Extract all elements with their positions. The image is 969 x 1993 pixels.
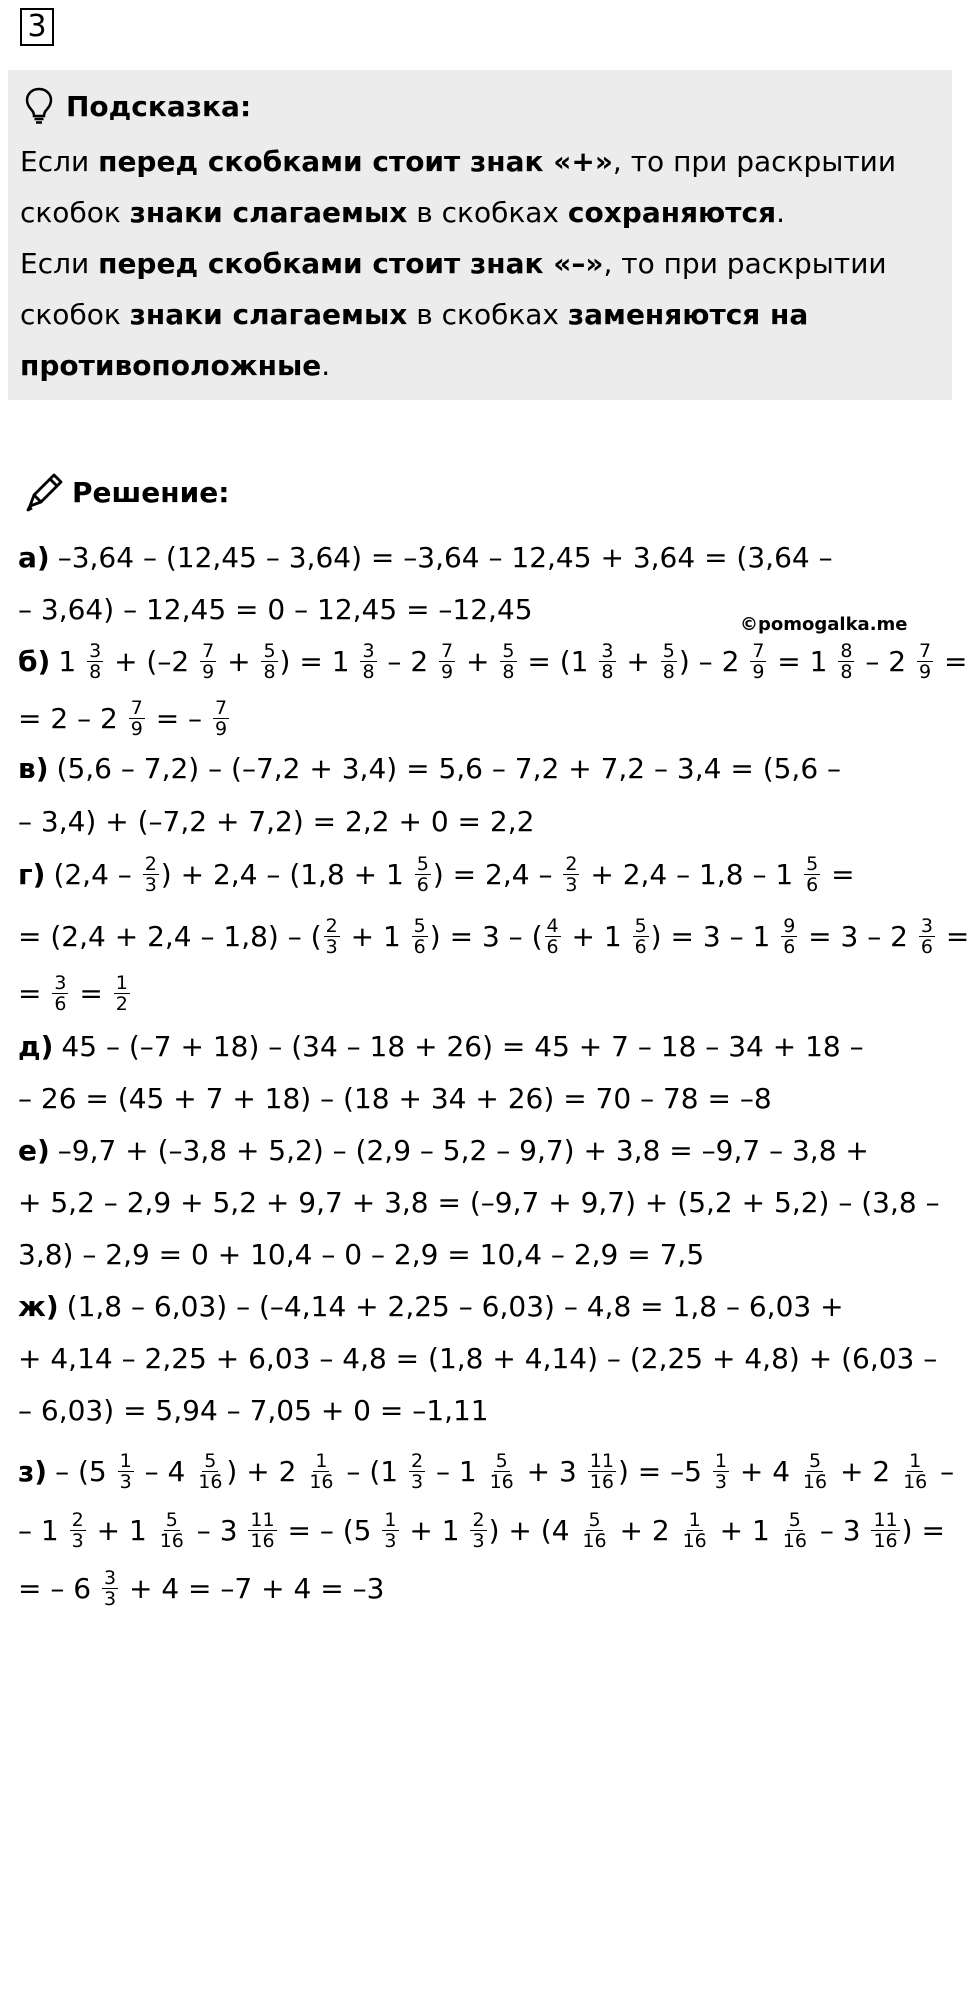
numerator: 7 <box>202 639 215 662</box>
hint-text-segment: . <box>321 349 331 382</box>
solution-line <box>18 1122 869 1178</box>
expression-text: – (1 <box>337 1454 407 1488</box>
denominator: 8 <box>662 660 675 683</box>
numerator: 1 <box>909 1449 922 1472</box>
expression-text: – 3 <box>187 1513 247 1547</box>
fraction <box>102 1568 118 1609</box>
denominator: 16 <box>198 1470 223 1493</box>
lightbulb-icon <box>24 87 54 125</box>
numerator: 11 <box>250 1508 275 1531</box>
expression-text: + 1 <box>562 919 631 953</box>
denominator: 8 <box>362 660 375 683</box>
hint-text-segment: в скобках <box>407 196 568 229</box>
expression-text: – 2 <box>378 644 438 678</box>
denominator: 16 <box>309 1470 334 1493</box>
solution-line <box>18 1330 937 1386</box>
expression-text: – 2 <box>856 644 915 678</box>
hint-bold-text: сохраняются <box>567 196 777 229</box>
solution-line <box>18 965 132 1021</box>
expression-text: – 4 <box>135 1454 195 1488</box>
hint-line <box>20 187 896 238</box>
numerator: 3 <box>103 1566 117 1589</box>
expression-text: – 6,03) = 5,94 – 7,05 + 0 = –1,11 <box>18 1393 489 1427</box>
hint-text-segment: , то при раскрытии <box>603 247 887 280</box>
numerator: 5 <box>634 914 647 937</box>
fraction <box>324 916 340 957</box>
numerator: 5 <box>263 639 276 662</box>
fraction <box>681 1510 709 1551</box>
expression-text: –9,7 + (–3,8 + 5,2) – (2,9 – 5,2 – 9,7) + 3,8 = –9,7 – 3,8 + <box>57 1133 869 1167</box>
hint-text-segment: в скобках <box>407 298 568 331</box>
denominator: 3 <box>410 1470 424 1493</box>
denominator: 16 <box>782 1529 807 1552</box>
numerator: 5 <box>788 1508 801 1531</box>
expression-text: + 3 <box>517 1454 586 1488</box>
expression-text: + 5,2 – 2,9 + 5,2 + 9,7 + 3,8 = (–9,7 + 9,7) + (5,2 + 5,2) – (3,8 – <box>18 1185 940 1219</box>
denominator: 6 <box>413 935 426 958</box>
fraction <box>196 1451 224 1492</box>
solution-line <box>18 1070 772 1126</box>
denominator: 16 <box>159 1529 184 1552</box>
numerator: 7 <box>752 639 765 662</box>
denominator: 6 <box>920 935 933 958</box>
pencil-icon <box>22 470 66 514</box>
denominator: 3 <box>103 1587 117 1610</box>
solution-line <box>18 581 533 637</box>
item-label: д) <box>18 1029 54 1063</box>
expression-text: + (–2 <box>105 644 199 678</box>
expression-text: = – <box>146 701 211 735</box>
item-label: ж) <box>18 1289 59 1323</box>
fraction <box>838 641 854 682</box>
numerator: 1 <box>714 1449 727 1472</box>
expression-text: + 2 <box>610 1513 679 1547</box>
fraction <box>158 1510 186 1551</box>
expression-text: – 1 <box>427 1454 486 1488</box>
denominator: 6 <box>634 935 647 958</box>
expression-text: ) = 3 – 1 <box>650 919 780 953</box>
denominator: 3 <box>565 873 578 896</box>
expression-text: – 3 <box>810 1513 870 1547</box>
expression-text: + 1 <box>341 919 410 953</box>
numerator: 4 <box>546 914 559 937</box>
solution-line <box>18 908 969 964</box>
fraction <box>545 916 561 957</box>
fraction <box>500 641 516 682</box>
task-number: 3 <box>20 8 54 46</box>
denominator: 8 <box>89 660 102 683</box>
expression-text: + 2,4 – 1,8 – 1 <box>581 857 803 891</box>
expression-text: = <box>935 644 968 678</box>
numerator: 9 <box>783 914 796 937</box>
solution-line <box>18 1174 940 1230</box>
numerator: 7 <box>441 639 454 662</box>
expression-text: – 1 <box>18 1513 68 1547</box>
numerator: 3 <box>601 639 614 662</box>
fraction <box>200 641 216 682</box>
solution-line <box>18 1502 945 1558</box>
fraction <box>213 698 229 739</box>
solution-line <box>18 529 833 585</box>
expression-text: (2,4 – <box>53 857 141 891</box>
numerator: 7 <box>214 696 228 719</box>
solution-line <box>18 1382 489 1438</box>
expression-text: = <box>936 919 969 953</box>
expression-text: 45 – (–7 + 18) – (34 – 18 + 26) = 45 + 7 – 18 – 34 + 18 – <box>61 1029 864 1063</box>
fraction <box>248 1510 276 1551</box>
expression-text: ) – 2 <box>678 644 749 678</box>
expression-text: – 3,4) + (–7,2 + 7,2) = 2,2 + 0 = 2,2 <box>18 804 535 838</box>
fraction <box>70 1510 86 1551</box>
numerator: 1 <box>119 1449 132 1472</box>
fraction <box>599 641 615 682</box>
denominator: 6 <box>416 873 429 896</box>
watermark: ©pomogalka.me <box>740 614 908 635</box>
numerator: 8 <box>840 639 853 662</box>
item-label: г) <box>18 857 46 891</box>
fraction <box>588 1451 616 1492</box>
hint-text-segment: скобок <box>20 298 130 331</box>
expression-text: + 4,14 – 2,25 + 6,03 – 4,8 = (1,8 + 4,14) – (2,25 + 4,8) + (6,03 – <box>18 1341 938 1375</box>
denominator: 3 <box>472 1529 485 1552</box>
numerator: 11 <box>873 1508 898 1531</box>
solution-line <box>18 740 841 796</box>
expression-text: –3,64 – (12,45 – 3,64) = –3,64 – 12,45 + 3,64 = (3,64 – <box>57 540 833 574</box>
fraction <box>412 916 428 957</box>
item-label: в) <box>18 751 49 785</box>
denominator: 6 <box>806 873 819 896</box>
hint-line <box>20 289 896 340</box>
expression-text: + <box>457 644 499 678</box>
denominator: 16 <box>903 1470 928 1493</box>
denominator: 9 <box>130 717 143 740</box>
fraction <box>781 916 797 957</box>
numerator: 5 <box>495 1449 508 1472</box>
hint-bold-text: знаки слагаемых <box>129 196 408 229</box>
denominator: 3 <box>119 1470 132 1493</box>
fraction <box>871 1510 899 1551</box>
denominator: 9 <box>441 660 454 683</box>
fraction <box>580 1510 608 1551</box>
expression-text: = <box>70 976 112 1010</box>
denominator: 9 <box>919 660 932 683</box>
hint-bold-text: знаки слагаемых <box>129 298 408 331</box>
fraction <box>382 1510 398 1551</box>
denominator: 9 <box>752 660 765 683</box>
fraction <box>360 641 376 682</box>
solution-line <box>18 633 967 689</box>
denominator: 3 <box>714 1470 727 1493</box>
numerator: 5 <box>204 1449 217 1472</box>
fraction <box>439 641 455 682</box>
fraction <box>415 854 431 895</box>
denominator: 6 <box>54 992 67 1015</box>
numerator: 5 <box>806 852 819 875</box>
numerator: 5 <box>165 1508 178 1531</box>
solution-line <box>18 690 231 746</box>
hint-bold-text: заменяются на <box>567 298 809 331</box>
hint-text-segment: . <box>776 196 785 229</box>
numerator: 11 <box>589 1449 614 1472</box>
item-label: з) <box>18 1454 48 1488</box>
fraction <box>563 854 579 895</box>
denominator: 8 <box>263 660 276 683</box>
expression-text: + <box>617 644 659 678</box>
denominator: 3 <box>144 873 157 896</box>
hint-header <box>24 86 251 126</box>
expression-text: (5,6 – 7,2) – (–7,2 + 3,4) = 5,6 – 7,2 + 7,2 – 3,4 = (5,6 – <box>56 751 842 785</box>
fraction <box>917 641 933 682</box>
hint-text-segment: Если <box>20 247 99 280</box>
fraction <box>488 1451 516 1492</box>
solution-line <box>18 1226 704 1282</box>
fraction <box>919 916 935 957</box>
numerator: 2 <box>144 852 157 875</box>
numerator: 2 <box>410 1449 424 1472</box>
fraction <box>750 641 766 682</box>
expression-text: + <box>218 644 260 678</box>
solution-line <box>18 1018 864 1074</box>
solution-line <box>18 793 534 849</box>
fraction <box>633 916 649 957</box>
expression-text: + 1 <box>710 1513 779 1547</box>
numerator: 3 <box>920 914 933 937</box>
hint-bold-text: перед скобками стоит знак «–» <box>98 247 604 280</box>
numerator: 7 <box>130 696 143 719</box>
hint-title: Подсказка: <box>66 89 252 123</box>
numerator: 7 <box>919 639 932 662</box>
numerator: 5 <box>588 1508 601 1531</box>
numerator: 5 <box>416 852 429 875</box>
expression-text: ) + (4 <box>488 1513 579 1547</box>
item-label: б) <box>18 644 51 678</box>
numerator: 3 <box>362 639 375 662</box>
numerator: 3 <box>89 639 102 662</box>
numerator: 5 <box>413 914 426 937</box>
denominator: 8 <box>502 660 515 683</box>
numerator: 2 <box>472 1508 485 1531</box>
expression-text: – 26 = (45 + 7 + 18) – (18 + 34 + 26) = 70 – 78 = –8 <box>18 1081 772 1115</box>
expression-text: = – (5 <box>278 1513 381 1547</box>
fraction <box>470 1510 486 1551</box>
fraction <box>118 1451 134 1492</box>
denominator: 16 <box>802 1470 828 1493</box>
solution-line <box>18 1560 384 1616</box>
hint-text-segment: , то при раскрытии <box>612 145 897 178</box>
denominator: 16 <box>582 1529 607 1552</box>
fraction <box>52 973 68 1014</box>
fraction <box>409 1451 425 1492</box>
solution-line <box>18 846 855 902</box>
numerator: 1 <box>688 1508 701 1531</box>
denominator: 16 <box>682 1529 707 1552</box>
solution-line <box>18 1278 844 1334</box>
solution-line <box>18 1443 954 1499</box>
fraction <box>114 973 130 1014</box>
numerator: 2 <box>565 852 578 875</box>
fraction <box>804 854 820 895</box>
expression-text: = 2 – 2 <box>18 701 127 735</box>
denominator: 16 <box>873 1529 898 1552</box>
solution-title: Решение: <box>72 475 230 509</box>
hint-line <box>20 238 896 289</box>
fraction <box>713 1451 729 1492</box>
expression-text: 3,8) – 2,9 = 0 + 10,4 – 0 – 2,9 = 10,4 – 2,9 = 7,5 <box>18 1237 705 1271</box>
solution-header <box>22 470 229 514</box>
denominator: 6 <box>783 935 796 958</box>
denominator: 9 <box>214 717 228 740</box>
fraction <box>261 641 277 682</box>
numerator: 5 <box>808 1449 822 1472</box>
fraction <box>661 641 677 682</box>
expression-text: = 1 <box>768 644 837 678</box>
numerator: 1 <box>115 971 128 994</box>
fraction <box>129 698 145 739</box>
expression-text: ) = 1 <box>279 644 359 678</box>
fraction <box>801 1451 829 1492</box>
expression-text: ) + 2,4 – (1,8 + 1 <box>160 857 413 891</box>
denominator: 8 <box>840 660 853 683</box>
expression-text: + 1 <box>87 1513 156 1547</box>
expression-text: – (5 <box>55 1454 116 1488</box>
expression-text: = <box>18 976 51 1010</box>
expression-text: = 3 – 2 <box>799 919 917 953</box>
item-label: а) <box>18 540 50 574</box>
denominator: 3 <box>71 1529 84 1552</box>
expression-text: + 2 <box>831 1454 900 1488</box>
denominator: 16 <box>489 1470 514 1493</box>
denominator: 2 <box>115 992 128 1015</box>
denominator: 3 <box>325 935 338 958</box>
expression-text: – 3,64) – 12,45 = 0 – 12,45 = –12,45 <box>18 592 533 626</box>
expression-text: = (1 <box>518 644 598 678</box>
denominator: 8 <box>601 660 614 683</box>
numerator: 2 <box>325 914 338 937</box>
hint-text-segment: скобок <box>20 196 130 229</box>
expression-text: = (2,4 + 2,4 – 1,8) – ( <box>18 919 322 953</box>
expression-text: + 1 <box>400 1513 469 1547</box>
expression-text: ) + 2 <box>226 1454 306 1488</box>
hint-bold-text: противоположные <box>20 349 322 382</box>
fraction <box>307 1451 335 1492</box>
item-label: е) <box>18 1133 50 1167</box>
denominator: 3 <box>384 1529 397 1552</box>
numerator: 1 <box>384 1508 397 1531</box>
denominator: 9 <box>202 660 215 683</box>
expression-text: + 4 = –7 + 4 = –3 <box>120 1571 385 1605</box>
fraction <box>901 1451 929 1492</box>
fraction <box>87 641 103 682</box>
expression-text: – <box>931 1454 955 1488</box>
expression-text: ) = 2,4 – <box>432 857 562 891</box>
expression-text: ) = –5 <box>617 1454 711 1488</box>
expression-text: + 4 <box>730 1454 799 1488</box>
denominator: 16 <box>589 1470 614 1493</box>
numerator: 2 <box>71 1508 84 1531</box>
fraction <box>143 854 159 895</box>
hint-text-segment: Если <box>20 145 99 178</box>
numerator: 3 <box>54 971 67 994</box>
numerator: 1 <box>315 1449 328 1472</box>
expression-text: (1,8 – 6,03) – (–4,14 + 2,25 – 6,03) – 4,8 = 1,8 – 6,03 + <box>66 1289 844 1323</box>
expression-text: = – 6 <box>18 1571 100 1605</box>
expression-text: = <box>822 857 855 891</box>
hint-bold-text: перед скобками стоит знак «+» <box>98 145 613 178</box>
denominator: 6 <box>546 935 559 958</box>
expression-text: ) = 3 – ( <box>429 919 543 953</box>
hint-line <box>20 340 896 391</box>
hint-box <box>8 70 952 400</box>
denominator: 16 <box>250 1529 275 1552</box>
numerator: 5 <box>502 639 515 662</box>
hint-line <box>20 136 896 187</box>
fraction <box>781 1510 809 1551</box>
expression-text: 1 <box>58 644 86 678</box>
numerator: 5 <box>662 639 675 662</box>
expression-text: ) = <box>901 1513 945 1547</box>
hint-text <box>20 136 896 391</box>
